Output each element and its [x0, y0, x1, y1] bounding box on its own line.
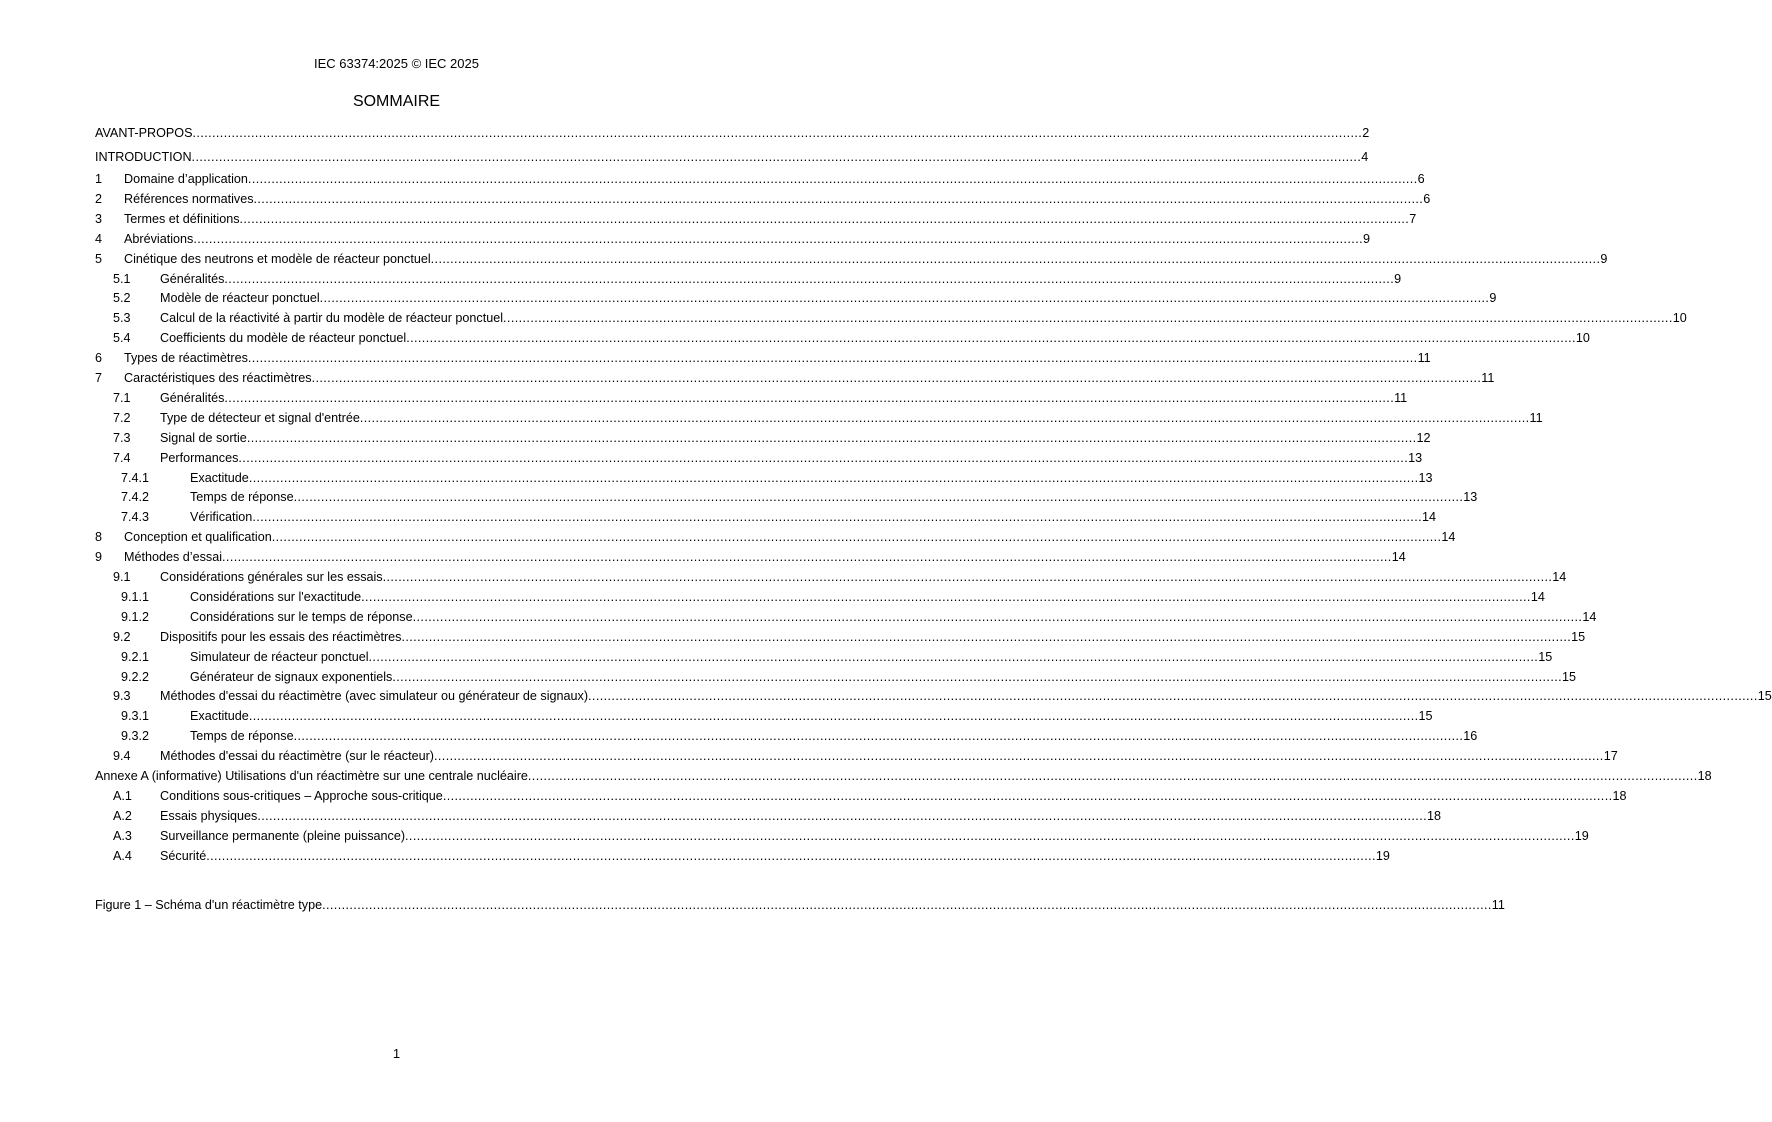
- dot-leader: ............................................................................................................................................................................................................................................................................................................: [401, 630, 1572, 644]
- toc-entry-title: Générateur de signaux exponentiels: [190, 670, 393, 684]
- dot-leader: ............................................................................................................................................................................................................................................................................................................: [247, 351, 1418, 365]
- toc-entry-title: Généralités: [160, 272, 225, 286]
- toc-entry-number: 5.2: [113, 291, 131, 305]
- toc-entry-number: 9.4: [113, 749, 131, 763]
- toc-entry-title: Vérification: [190, 510, 253, 524]
- toc-entry-number: 9: [95, 550, 103, 564]
- toc-entry-page: 14: [1391, 550, 1406, 564]
- toc-entry-title: Types de réactimètres: [124, 351, 248, 365]
- dot-leader: ............................................................................................................................................................................................................................................................................................................: [311, 371, 1482, 385]
- toc-entry-number: 9.3: [113, 689, 131, 703]
- toc-entry[interactable]: [95, 846, 1390, 866]
- toc-entry[interactable]: [95, 647, 1553, 667]
- toc-entry-number: 2: [95, 192, 103, 206]
- toc-entry-number: 9.1: [113, 570, 131, 584]
- toc-entry-page: 18: [1427, 809, 1442, 823]
- toc-entry[interactable]: [95, 123, 1370, 143]
- dot-leader: ............................................................................................................................................................................................................................................................................................................: [434, 749, 1604, 763]
- toc-entry-number: 7.4.1: [121, 471, 150, 485]
- toc-entry-page: 11: [1529, 411, 1543, 425]
- toc-entry-title: AVANT-PROPOS: [95, 126, 193, 140]
- toc-entry[interactable]: [95, 468, 1433, 488]
- toc-entry-number: 7.4.3: [121, 510, 150, 524]
- toc-entry-page: 11: [1491, 898, 1505, 912]
- toc-entry[interactable]: [95, 308, 1687, 328]
- toc-entry-title: Annexe A (informative) Utilisations d'un réactimètre sur une centrale nucléaire: [95, 769, 528, 783]
- dot-leader: ............................................................................................................................................................................................................................................................................................................: [252, 510, 1422, 524]
- toc-entry-title: Surveillance permanente (pleine puissance): [160, 829, 406, 843]
- toc-entry[interactable]: [95, 766, 1712, 786]
- toc-entry-page: 4: [1361, 150, 1369, 164]
- toc-entry-title: INTRODUCTION: [95, 150, 192, 164]
- dot-leader: ............................................................................................................................................................................................................................................................................................................: [293, 490, 1464, 504]
- toc-entry-number: 6: [95, 351, 103, 365]
- toc-entry[interactable]: [95, 169, 1425, 189]
- dot-leader: ............................................................................................................................................................................................................................................................................................................: [442, 789, 1613, 803]
- toc-entry-title: Termes et définitions: [124, 212, 240, 226]
- toc-entry[interactable]: [95, 686, 1772, 706]
- dot-leader: ............................................................................................................................................................................................................................................................................................................: [503, 311, 1673, 325]
- toc-entry[interactable]: [95, 487, 1478, 507]
- toc-entry-title: Généralités: [160, 391, 225, 405]
- toc-entry-title: Conditions sous-critiques – Approche sous-critique: [160, 789, 443, 803]
- dot-leader: ............................................................................................................................................................................................................................................................................................................: [224, 272, 1395, 286]
- toc-entry-number: 9.2.1: [121, 650, 150, 664]
- toc-entry-number: 7.2: [113, 411, 131, 425]
- toc-entry-number: 9.1.2: [121, 610, 150, 624]
- toc-entry[interactable]: [95, 627, 1586, 647]
- toc-entry-number: 1: [95, 172, 103, 186]
- dot-leader: ............................................................................................................................................................................................................................................................................................................: [239, 212, 1410, 226]
- toc-entry[interactable]: [95, 826, 1589, 846]
- toc-entry-number: 7.1: [113, 391, 131, 405]
- toc-entry-number: A.4: [113, 849, 132, 863]
- toc-entry[interactable]: [95, 806, 1442, 826]
- toc-entry-number: A.3: [113, 829, 132, 843]
- toc-entry-title: Considérations générales sur les essais: [160, 570, 383, 584]
- toc-entry-number: 8: [95, 530, 103, 544]
- toc-entry-page: 14: [1441, 530, 1456, 544]
- toc-entry-page: 9: [1394, 272, 1402, 286]
- toc-entry[interactable]: [95, 607, 1597, 627]
- page-number: 1: [392, 1046, 401, 1061]
- toc-entry[interactable]: [95, 667, 1577, 687]
- toc-entry[interactable]: [95, 209, 1417, 229]
- toc-entry[interactable]: [95, 587, 1545, 607]
- toc-entry-number: A.1: [113, 789, 132, 803]
- toc-entry-title: Temps de réponse: [190, 729, 294, 743]
- dot-leader: ............................................................................................................................................................................................................................................................................................................: [248, 709, 1419, 723]
- toc-entry[interactable]: [95, 786, 1627, 806]
- toc-entry-number: 4: [95, 232, 103, 246]
- toc-entry-page: 17: [1603, 749, 1618, 763]
- toc-entry-title: Figure 1 – Schéma d'un réactimètre type: [95, 898, 323, 912]
- toc-entry-number: 5: [95, 252, 103, 266]
- toc-entry-page: 13: [1408, 451, 1423, 465]
- toc-entry-page: 6: [1423, 192, 1431, 206]
- dot-leader: ............................................................................................................................................................................................................................................................................................................: [224, 391, 1395, 405]
- toc-entry-number: 3: [95, 212, 103, 226]
- dot-leader: ............................................................................................................................................................................................................................................................................................................: [412, 610, 1583, 624]
- toc-entry-page: 2: [1362, 126, 1370, 140]
- toc-entry-page: 7: [1409, 212, 1417, 226]
- dot-leader: ............................................................................................................................................................................................................................................................................................................: [191, 150, 1362, 164]
- toc-entry-number: A.2: [113, 809, 132, 823]
- dot-leader: ............................................................................................................................................................................................................................................................................................................: [588, 689, 1758, 703]
- toc-entry-title: Simulateur de réacteur ponctuel: [190, 650, 369, 664]
- toc-entry[interactable]: [95, 288, 1497, 308]
- toc-entry-page: 11: [1394, 391, 1408, 405]
- toc-entry[interactable]: [95, 448, 1423, 468]
- dot-leader: ............................................................................................................................................................................................................................................................................................................: [382, 570, 1553, 584]
- toc-entry-title: Méthodes d'essai du réactimètre (sur le réacteur): [160, 749, 434, 763]
- toc-entry-number: 9.3.1: [121, 709, 150, 723]
- toc-entry-page: 6: [1417, 172, 1425, 186]
- toc-entry-number: 9.1.1: [121, 590, 150, 604]
- toc-entry-title: Domaine d’application: [124, 172, 248, 186]
- dot-leader: ............................................................................................................................................................................................................................................................................................................: [293, 729, 1464, 743]
- dot-leader: ............................................................................................................................................................................................................................................................................................................: [405, 829, 1575, 843]
- toc-entry[interactable]: [95, 428, 1431, 448]
- toc-entry-title: Type de détecteur et signal d'entrée: [160, 411, 360, 425]
- toc-entry-title: Dispositifs pour les essais des réactimètres: [160, 630, 402, 644]
- toc-entry-page: 11: [1481, 371, 1495, 385]
- dot-leader: ............................................................................................................................................................................................................................................................................................................: [192, 126, 1363, 140]
- toc-entry-title: Considérations sur le temps de réponse: [190, 610, 413, 624]
- toc-entry-page: 19: [1375, 849, 1390, 863]
- toc-entry-title: Modèle de réacteur ponctuel: [160, 291, 320, 305]
- toc-entry-page: 13: [1418, 471, 1433, 485]
- page-title: SOMMAIRE: [352, 93, 441, 110]
- toc-entry-title: Coefficients du modèle de réacteur ponctuel: [160, 331, 407, 345]
- toc-entry-title: Calcul de la réactivité à partir du modèle de réacteur ponctuel: [160, 311, 504, 325]
- dot-leader: ............................................................................................................................................................................................................................................................................................................: [430, 252, 1601, 266]
- toc-entry-page: 18: [1612, 789, 1627, 803]
- dot-leader: ............................................................................................................................................................................................................................................................................................................: [206, 849, 1376, 863]
- toc-entry-title: Sécurité: [160, 849, 207, 863]
- dot-leader: ............................................................................................................................................................................................................................................................................................................: [361, 590, 1531, 604]
- toc-entry-page: 15: [1562, 670, 1577, 684]
- dot-leader: ............................................................................................................................................................................................................................................................................................................: [257, 809, 1427, 823]
- toc-entry[interactable]: [95, 348, 1431, 368]
- toc-entry[interactable]: [95, 547, 1406, 567]
- toc-entry-number: 5.3: [113, 311, 131, 325]
- toc-entry-number: 9.2.2: [121, 670, 150, 684]
- toc-entry-page: 11: [1417, 351, 1431, 365]
- toc-entry-title: Signal de sortie: [160, 431, 247, 445]
- document-header: IEC 63374:2025 © IEC 2025: [314, 56, 479, 71]
- toc-entry[interactable]: [95, 895, 1505, 915]
- toc-entry[interactable]: [95, 147, 1369, 167]
- toc-entry-title: Références normatives: [124, 192, 254, 206]
- toc-entry-page: 9: [1489, 291, 1497, 305]
- toc-entry[interactable]: [95, 726, 1478, 746]
- toc-entry-number: 7.3: [113, 431, 131, 445]
- dot-leader: ............................................................................................................................................................................................................................................................................................................: [319, 291, 1490, 305]
- dot-leader: ............................................................................................................................................................................................................................................................................................................: [359, 411, 1530, 425]
- toc-entry-page: 18: [1697, 769, 1712, 783]
- toc-entry-title: Considérations sur l'exactitude: [190, 590, 362, 604]
- toc-entry-page: 12: [1416, 431, 1431, 445]
- toc-entry[interactable]: [95, 507, 1437, 527]
- dot-leader: ............................................................................................................................................................................................................................................................................................................: [322, 898, 1492, 912]
- toc-entry-title: Abréviations: [124, 232, 194, 246]
- toc-entry-title: Essais physiques: [160, 809, 258, 823]
- toc-entry[interactable]: [95, 527, 1456, 547]
- dot-leader: ............................................................................................................................................................................................................................................................................................................: [247, 172, 1418, 186]
- toc-entry-title: Exactitude: [190, 709, 249, 723]
- toc-entry-number: 5.1: [113, 272, 131, 286]
- toc-entry[interactable]: [95, 229, 1371, 249]
- toc-entry-page: 13: [1463, 490, 1478, 504]
- dot-leader: ............................................................................................................................................................................................................................................................................................................: [392, 670, 1563, 684]
- toc-entry-number: 9.3.2: [121, 729, 150, 743]
- toc-entry-title: Cinétique des neutrons et modèle de réacteur ponctuel: [124, 252, 431, 266]
- toc-entry-title: Performances: [160, 451, 239, 465]
- toc-entry[interactable]: [95, 269, 1402, 289]
- dot-leader: ............................................................................................................................................................................................................................................................................................................: [253, 192, 1424, 206]
- dot-leader: ............................................................................................................................................................................................................................................................................................................: [271, 530, 1442, 544]
- toc-entry-page: 14: [1582, 610, 1597, 624]
- toc-entry-page: 15: [1418, 709, 1433, 723]
- toc-entry[interactable]: [95, 249, 1608, 269]
- toc-entry-title: Méthodes d’essai: [124, 550, 223, 564]
- toc-entry-page: 14: [1530, 590, 1545, 604]
- toc-entry[interactable]: [95, 408, 1543, 428]
- toc-entry-page: 10: [1672, 311, 1687, 325]
- toc-entry[interactable]: [95, 388, 1408, 408]
- toc-entry[interactable]: [95, 706, 1433, 726]
- toc-entry-page: 9: [1600, 252, 1608, 266]
- toc-entry[interactable]: [95, 189, 1431, 209]
- toc-entry-page: 15: [1571, 630, 1586, 644]
- dot-leader: ............................................................................................................................................................................................................................................................................................................: [368, 650, 1539, 664]
- toc-entry-title: Exactitude: [190, 471, 249, 485]
- toc-entry[interactable]: [95, 368, 1495, 388]
- dot-leader: ............................................................................................................................................................................................................................................................................................................: [406, 331, 1576, 345]
- toc-entry-title: Conception et qualification: [124, 530, 272, 544]
- toc-entry[interactable]: [95, 746, 1618, 766]
- toc-entry-number: 7: [95, 371, 103, 385]
- dot-leader: ............................................................................................................................................................................................................................................................................................................: [248, 471, 1419, 485]
- toc-entry-page: 19: [1574, 829, 1589, 843]
- toc-entry-title: Méthodes d'essai du réactimètre (avec simulateur ou générateur de signaux): [160, 689, 589, 703]
- dot-leader: ............................................................................................................................................................................................................................................................................................................: [246, 431, 1417, 445]
- dot-leader: ............................................................................................................................................................................................................................................................................................................: [238, 451, 1409, 465]
- dot-leader: ............................................................................................................................................................................................................................................................................................................: [222, 550, 1392, 564]
- dot-leader: ............................................................................................................................................................................................................................................................................................................: [193, 232, 1363, 246]
- toc-entry-page: 14: [1552, 570, 1567, 584]
- toc-entry-title: Caractéristiques des réactimètres: [124, 371, 312, 385]
- toc-entry-page: 15: [1757, 689, 1772, 703]
- toc-entry-page: 16: [1463, 729, 1478, 743]
- toc-entry-number: 7.4: [113, 451, 131, 465]
- toc-entry-page: 14: [1422, 510, 1437, 524]
- toc-entry-number: 5.4: [113, 331, 131, 345]
- toc-entry-page: 15: [1538, 650, 1553, 664]
- toc-entry-page: 10: [1575, 331, 1590, 345]
- toc-entry[interactable]: [95, 567, 1567, 587]
- toc-entry[interactable]: [95, 328, 1590, 348]
- toc-entry-page: 9: [1363, 232, 1371, 246]
- toc-entry-number: 7.4.2: [121, 490, 150, 504]
- toc-entry-title: Temps de réponse: [190, 490, 294, 504]
- toc-entry-number: 9.2: [113, 630, 131, 644]
- dot-leader: ............................................................................................................................................................................................................................................................................................................: [527, 769, 1698, 783]
